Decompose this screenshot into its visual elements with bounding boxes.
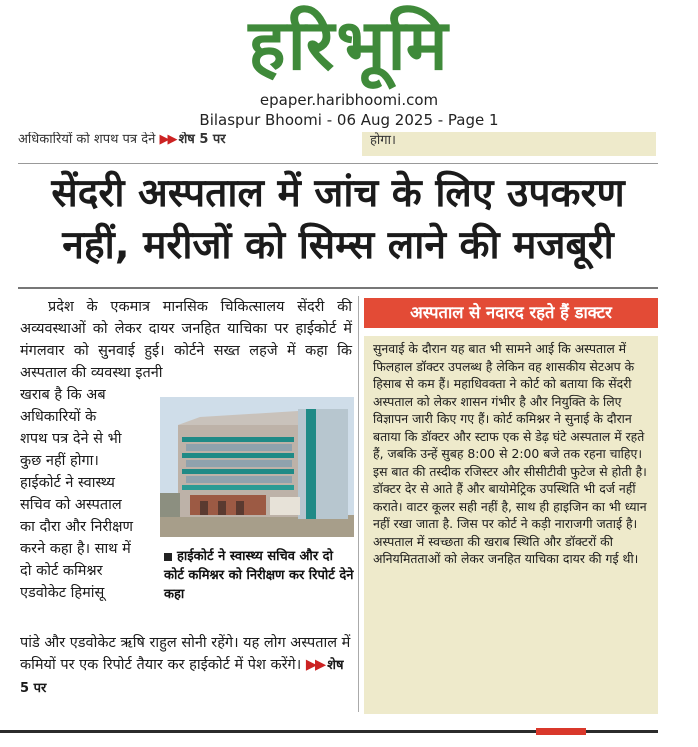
continued-link[interactable]: शेष 5 पर <box>20 658 344 696</box>
hospital-photo <box>160 397 354 537</box>
page-footer-rule <box>0 716 698 747</box>
newspaper-logo: हरिभूमि <box>248 4 450 86</box>
sidebar-box-title: अस्पताल से नदारद रहते हैं डाक्टर <box>364 298 658 328</box>
edition-info: Bilaspur Bhoomi - 06 Aug 2025 - Page 1 <box>199 111 499 129</box>
double-arrow-icon: ▶▶ <box>305 656 325 673</box>
article-line: दो कोर्ट कमिश्नर <box>20 563 103 579</box>
article-line: एडवोकेट हिमांसू <box>20 585 105 601</box>
article-body-continued <box>20 632 352 700</box>
article-line: शपथ पत्र देने से भी <box>20 431 122 447</box>
headline-line-1: सेंदरी अस्पताल में जांच के लिए उपकरण <box>51 171 625 216</box>
continued-link[interactable]: शेष 5 पर <box>178 132 226 147</box>
column-divider <box>358 296 359 712</box>
previous-article-fragment <box>18 132 348 148</box>
sidebar-box-body <box>364 336 658 714</box>
headline-line-2: नहीं, मरीजों को सिम्स लाने की मजबूरी <box>62 223 614 268</box>
article-paragraph: पांडे और एडवोकेट ऋषि राहुल सोनी रहेंगे। यह लोग अस्पताल में कमियों पर एक रिपोर्ट तैयार कर हाईकोर्ट में पेश करेंगे। <box>20 635 351 673</box>
article-line: करने कहा है। साथ में <box>20 541 131 557</box>
article-line: का दौरा और निरीक्षण <box>20 519 133 535</box>
footer-accent <box>536 728 586 735</box>
article-line: सचिव को अस्पताल <box>20 497 122 513</box>
photo-caption <box>164 547 356 604</box>
epaper-url[interactable]: epaper.haribhoomi.com <box>259 91 439 109</box>
sidebar-paragraph: सुनवाई के दौरान यह बात भी सामने आई कि अस्पताल में फिलहाल डॉक्टर उपलब्ध है लेकिन वह शासकीय सेटअप के हिसाब से कम हैं। महाधिवक्ता ने कोर्ट को बताया कि सेंदरी अस्पताल को लेकर शासन गंभीर है और नियुक्ति के लिए विज्ञापन जारी किए गए हैं। कोर्ट कमिश्नर ने सुनाई के दौरान बताया कि डॉक्टर और स्टाफ एक से डेढ़ घंटे अस्पताल में रहते हैं, जबकि उन्हें सुबह 8:00 से 2:00 बजे तक रहना चाहिए। इस बात की तस्दीक रजिस्टर और सीसीटीवी फुटेज से होती है। डॉक्टर देर से आते हैं और बायोमेट्रिक उपस्थिति भी दर्ज नहीं कराते। वाटर कूलर सही नहीं है, साथ ही हाइजिन का भी ध्यान नहीं रखा जाता है. जिस पर कोर्ट ने कड़ी नाराजगी जताई है। अस्पताल में स्वच्छता की खराब स्थिति और डॉक्टरों की अनियमितताओं को लेकर जनहित याचिका दायर की गई थी। <box>373 341 647 566</box>
article-headline <box>18 168 658 272</box>
article-line: कुछ नहीं होगा। <box>20 453 99 469</box>
divider <box>18 287 658 289</box>
article-line: अधिकारियों के <box>20 409 97 425</box>
caption-bullet-icon <box>164 553 172 561</box>
hospital-building-image <box>160 397 354 537</box>
double-arrow-icon: ▶▶ <box>159 132 176 147</box>
masthead <box>0 0 698 134</box>
divider <box>18 163 658 164</box>
article-line: खराब है कि अब <box>20 387 106 403</box>
article-wrap-column <box>20 384 150 604</box>
caption-text: हाईकोर्ट ने स्वास्थ्य सचिव और दो कोर्ट कमिश्नर को निरीक्षण कर रिपोर्ट देने कहा <box>164 549 354 602</box>
article-line: हाईकोर्ट ने स्वास्थ्य <box>20 475 115 491</box>
previous-box-fragment: होगा। <box>362 132 656 156</box>
article-paragraph: प्रदेश के एकमात्र मानसिक चिकित्सालय सेंदरी की अव्यवस्थाओं को लेकर दायर जनहित याचिका पर हाईकोर्ट में मंगलवार को सुनवाई हुई। कोर्टने सख्त लहजे में कहा कि अस्पताल की व्यवस्था इतनी <box>20 299 352 381</box>
fragment-text: अधिकारियों को शपथ पत्र देने <box>18 132 156 147</box>
